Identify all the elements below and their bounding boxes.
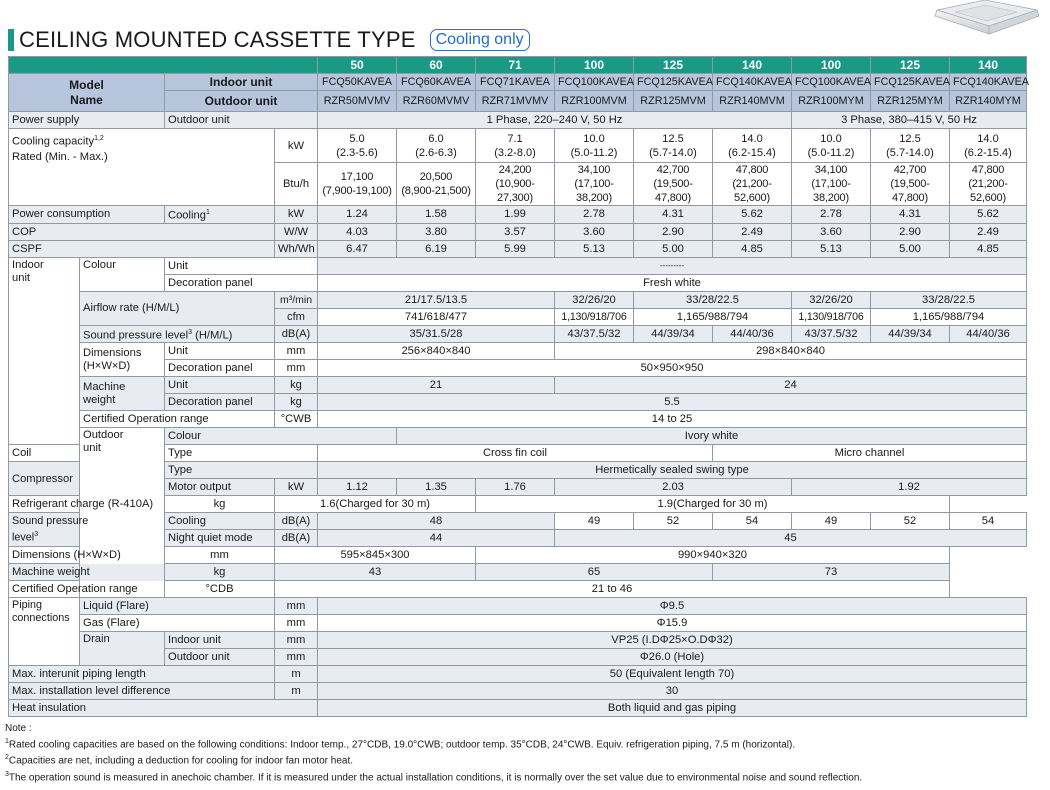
- cell-value: 5.99: [476, 240, 555, 257]
- title-accent-bar: [8, 29, 14, 51]
- unit-label: mm: [275, 598, 318, 615]
- cspf-row: [9, 240, 1027, 257]
- cell-value: 33/28/22.5: [871, 291, 1027, 308]
- notes-heading: Note :: [5, 723, 32, 734]
- dimensions-indoor-unit-row: [9, 343, 1027, 360]
- cell-value: 4.31: [634, 206, 713, 224]
- unit-label: kW: [275, 206, 318, 224]
- cell-value: 1.35: [397, 479, 476, 496]
- outdoor-colour-row: [9, 428, 1027, 445]
- row-label: Heat insulation: [9, 700, 318, 717]
- unit-label: kg: [165, 496, 275, 513]
- unit-label: kW: [275, 479, 318, 496]
- row-label: Certified Operation range: [9, 581, 165, 598]
- cell-value: 2.03: [555, 479, 792, 496]
- cell-value: 44/40/36: [713, 325, 792, 343]
- row-sublabel: Unit: [165, 257, 318, 274]
- outdoor-model: RZR100MVM: [555, 91, 634, 112]
- unit-label: kg: [165, 564, 275, 581]
- cell-value: Micro channel: [713, 445, 1027, 462]
- indoor-model: FCQ140KAVEA: [950, 74, 1027, 91]
- unit-label: kg: [275, 394, 318, 411]
- row-label: Dimensions (H×W×D): [80, 343, 165, 377]
- max-piping-length-row: [9, 666, 1027, 683]
- model-number-row: [9, 57, 1027, 74]
- cell-value: 44/40/36: [950, 325, 1027, 343]
- cell-value: 52: [634, 513, 713, 530]
- row-label: Compressor: [9, 462, 80, 496]
- row-label: Dimensions (H×W×D): [9, 547, 165, 564]
- piping-liquid-row: [9, 598, 1027, 615]
- row-label: Liquid (Flare): [80, 598, 275, 615]
- cell-value: Cross fin coil: [318, 445, 713, 462]
- cell-value: 1,165/988/794: [634, 308, 792, 325]
- cell-value: 3.57: [476, 223, 555, 240]
- footnote-3: $^3$The operation sound is measured in anechoic chamber. If it is measured under the actual installation conditions, it is normally over the set value due to environmental noise and sound reflection.: [5, 770, 863, 783]
- cell-value: 4.31: [871, 206, 950, 224]
- cell-value: 1.6(Charged for 30 m): [275, 496, 476, 513]
- model-number: 125: [871, 57, 950, 74]
- row-label: CSPF: [9, 240, 275, 257]
- cell-value: 5.00: [871, 240, 950, 257]
- outdoor-unit-group-label: Outdoor unit: [80, 428, 165, 598]
- cell-value: 1.92: [792, 479, 1027, 496]
- outdoor-model: RZR125MVM: [634, 91, 713, 112]
- cell-value: 12.5 (5.7-14.0): [871, 129, 950, 163]
- unit-label: mm: [275, 360, 318, 377]
- row-sublabel: Indoor unit: [165, 632, 275, 649]
- cell-value: 48: [318, 513, 555, 530]
- cell-value: 2.78: [792, 206, 871, 224]
- footnote-2: $^2$Capacities are net, including a deduction for cooling for indoor fan motor heat.: [5, 754, 354, 767]
- cell-value: 12.5 (5.7-14.0): [634, 129, 713, 163]
- row-sublabel: Unit: [165, 377, 275, 394]
- unit-label: mm: [275, 649, 318, 666]
- row-sublabel: Type: [165, 445, 318, 462]
- power-supply-row: [9, 112, 1027, 129]
- cell-value: 10.0 (5.0-11.2): [792, 129, 871, 163]
- cell-value: 14.0 (6.2-15.4): [950, 129, 1027, 163]
- row-label: Max. installation level difference: [9, 683, 275, 700]
- cell-value: Both liquid and gas piping: [318, 700, 1027, 717]
- row-label: Refrigerant charge (R-410A): [9, 496, 165, 513]
- cell-value: 2.49: [950, 223, 1027, 240]
- dimensions-outdoor-row: [9, 547, 1027, 564]
- row-label: Coil: [9, 445, 80, 462]
- outdoor-model: RZR60MVMV: [397, 91, 476, 112]
- sound-pressure-indoor-row: [9, 325, 1027, 343]
- power-consumption-row: [9, 206, 1027, 224]
- row-sublabel: Decoration panel: [165, 274, 318, 291]
- model-number: 50: [318, 57, 397, 74]
- cell-value: 35/31.5/28: [318, 325, 555, 343]
- model-number: 100: [792, 57, 871, 74]
- row-label: COP: [9, 223, 275, 240]
- row-label: Machine weight: [80, 377, 165, 411]
- indoor-model: FCQ60KAVEA: [397, 74, 476, 91]
- cell-value: 45: [555, 530, 1027, 547]
- max-level-difference-row: [9, 683, 1027, 700]
- row-sublabel: Decoration panel: [165, 360, 275, 377]
- indoor-model: FCQ140KAVEA: [713, 74, 792, 91]
- outdoor-model: RZR71MVMV: [476, 91, 555, 112]
- unit-label: m³/min: [275, 291, 318, 308]
- unit-label: m: [275, 683, 318, 700]
- row-label: Power supply: [9, 112, 165, 129]
- heat-insulation-row: [9, 700, 1027, 717]
- cell-value: 5.62: [713, 206, 792, 224]
- cell-value: 5.00: [634, 240, 713, 257]
- cell-value: 30: [318, 683, 1027, 700]
- cell-value: 14.0 (6.2-15.4): [713, 129, 792, 163]
- outdoor-model: RZR140MYM: [950, 91, 1027, 112]
- cell-value: Fresh white: [318, 274, 1027, 291]
- spec-table: [8, 56, 1030, 717]
- cell-value: 54: [950, 513, 1027, 530]
- cell-value: 34,100 (17,100-38,200): [555, 163, 634, 206]
- page-header: [8, 26, 530, 54]
- cell-value: 1.58: [397, 206, 476, 224]
- piping-gas-row: [9, 615, 1027, 632]
- indoor-unit-label: Indoor unit: [165, 74, 318, 91]
- cell-value: 4.85: [713, 240, 792, 257]
- cell-value: 3 Phase, 380–415 V, 50 Hz: [792, 112, 1027, 129]
- cell-value: 50×950×950: [318, 360, 1027, 377]
- cell-value: 6.0 (2.6-6.3): [397, 129, 476, 163]
- cell-value: 5.0 (2.3-5.6): [318, 129, 397, 163]
- cell-value: 21: [318, 377, 555, 394]
- cell-value: 1,130/918/706: [555, 308, 634, 325]
- cell-value: 17,100 (7,900-19,100): [318, 163, 397, 206]
- indoor-model: FCQ100KAVEA: [555, 74, 634, 91]
- weight-outdoor-row: [9, 564, 1027, 581]
- row-label: Max. interunit piping length: [9, 666, 275, 683]
- outdoor-model: RZR100MYM: [792, 91, 871, 112]
- row-sublabel: Type: [165, 462, 318, 479]
- cell-value: 32/26/20: [555, 291, 634, 308]
- cell-value: 44/39/34: [634, 325, 713, 343]
- row-sublabel: Night quiet mode: [165, 530, 275, 547]
- row-sublabel: Unit: [165, 343, 275, 360]
- cell-value: 5.13: [555, 240, 634, 257]
- cop-row: [9, 223, 1027, 240]
- drain-indoor-row: [9, 632, 1027, 649]
- cell-value: 49: [555, 513, 634, 530]
- cell-value: 24: [555, 377, 1027, 394]
- cell-value: 2.49: [713, 223, 792, 240]
- cell-value: 595×845×300: [275, 547, 476, 564]
- model-number: 125: [634, 57, 713, 74]
- cell-value: 6.47: [318, 240, 397, 257]
- cell-value: Φ26.0 (Hole): [318, 649, 1027, 666]
- cell-value: 54: [713, 513, 792, 530]
- cell-value: 49: [792, 513, 871, 530]
- model-number: 71: [476, 57, 555, 74]
- indoor-model: FCQ125KAVEA: [634, 74, 713, 91]
- cell-value: Φ15.9: [318, 615, 1027, 632]
- indoor-model: FCQ50KAVEA: [318, 74, 397, 91]
- cell-value: 5.62: [950, 206, 1027, 224]
- unit-label: dB(A): [275, 530, 318, 547]
- cell-value: 47,800 (21,200-52,600): [950, 163, 1027, 206]
- model-name-label: Model Name: [9, 74, 165, 112]
- row-label: Power consumption: [9, 206, 165, 224]
- cell-value: 21/17.5/13.5: [318, 291, 555, 308]
- unit-label: m: [275, 666, 318, 683]
- cell-value: ---------: [318, 257, 1027, 274]
- cell-value: 43/37.5/32: [555, 325, 634, 343]
- cooling-capacity-label: Cooling capacity$^{1,2}$ Rated (Min. - Max.): [9, 129, 275, 206]
- model-number: 60: [397, 57, 476, 74]
- cell-value: VP25 (I.DΦ25×O.DΦ32): [318, 632, 1027, 649]
- unit-label: mm: [165, 547, 275, 564]
- cell-value: 1.99: [476, 206, 555, 224]
- cell-value: 21 to 46: [275, 581, 950, 598]
- cell-value: 14 to 25: [318, 411, 1027, 428]
- indoor-model: FCQ100KAVEA: [792, 74, 871, 91]
- unit-label: W/W: [275, 223, 318, 240]
- unit-label: °CDB: [165, 581, 275, 598]
- cell-value: 1.9(Charged for 30 m): [476, 496, 950, 513]
- cell-value: 44: [318, 530, 555, 547]
- unit-label: dB(A): [275, 325, 318, 343]
- unit-label: mm: [275, 343, 318, 360]
- cell-value: 4.85: [950, 240, 1027, 257]
- cell-value: 256×840×840: [318, 343, 555, 360]
- cell-value: 298×840×840: [555, 343, 1027, 360]
- cell-value: Ivory white: [397, 428, 1027, 445]
- unit-label: °CWB: [275, 411, 318, 428]
- cell-value: 1.76: [476, 479, 555, 496]
- cell-value: 2.78: [555, 206, 634, 224]
- cell-value: 42,700 (19,500-47,800): [871, 163, 950, 206]
- row-sublabel: Outdoor unit: [165, 649, 275, 666]
- cell-value: 5.5: [318, 394, 1027, 411]
- outdoor-unit-label: Outdoor unit: [165, 91, 318, 112]
- cell-value: 1 Phase, 220–240 V, 50 Hz: [318, 112, 792, 129]
- indoor-unit-group-label: Indoor unit: [9, 257, 80, 445]
- cell-value: 1.12: [318, 479, 397, 496]
- cell-value: 2.90: [634, 223, 713, 240]
- cell-value: 33/28/22.5: [634, 291, 792, 308]
- cell-value: 1.24: [318, 206, 397, 224]
- cell-value: 43/37.5/32: [792, 325, 871, 343]
- cassette-unit-icon: [925, 0, 1045, 42]
- cell-value: 7.1 (3.2-8.0): [476, 129, 555, 163]
- cell-value: 2.90: [871, 223, 950, 240]
- row-label: Colour: [165, 428, 397, 445]
- cell-value: 44/39/34: [871, 325, 950, 343]
- row-sublabel: Decoration panel: [165, 394, 275, 411]
- operation-range-outdoor-row: [9, 581, 1027, 598]
- unit-label: mm: [275, 632, 318, 649]
- cell-value: 47,800 (21,200-52,600): [713, 163, 792, 206]
- row-label: Machine weight: [9, 564, 165, 581]
- page-title: CEILING MOUNTED CASSETTE TYPE: [19, 27, 416, 52]
- refrigerant-charge-row: [9, 496, 1027, 513]
- row-label: Certified Operation range: [80, 411, 275, 428]
- unit-label: cfm: [275, 308, 318, 325]
- cell-value: Φ9.5: [318, 598, 1027, 615]
- cell-value: 34,100 (17,100-38,200): [792, 163, 871, 206]
- unit-label: mm: [275, 615, 318, 632]
- unit-label: kg: [275, 377, 318, 394]
- cell-value: 4.03: [318, 223, 397, 240]
- cell-value: 3.60: [555, 223, 634, 240]
- row-label: Sound pressure level$^3$ (H/M/L): [80, 325, 275, 343]
- model-number: 140: [713, 57, 792, 74]
- cell-value: Hermetically sealed swing type: [318, 462, 1027, 479]
- cell-value: 24,200 (10,900-27,300): [476, 163, 555, 206]
- footnotes: [5, 722, 862, 784]
- cell-value: 3.60: [792, 223, 871, 240]
- row-label: Colour: [80, 257, 165, 291]
- cell-value: 50 (Equivalent length 70): [318, 666, 1027, 683]
- model-number: 100: [555, 57, 634, 74]
- row-label: Drain: [80, 632, 165, 666]
- unit-label: dB(A): [275, 513, 318, 530]
- piping-group-label: Piping connections: [9, 598, 80, 666]
- unit-label: Wh/Wh: [275, 240, 318, 257]
- cell-value: 65: [476, 564, 713, 581]
- row-sublabel: Cooling$^1$: [165, 206, 275, 224]
- cell-value: 990×940×320: [476, 547, 950, 564]
- cell-value: 5.13: [792, 240, 871, 257]
- cell-value: 52: [871, 513, 950, 530]
- cell-value: 6.19: [397, 240, 476, 257]
- indoor-model-row: [9, 74, 1027, 91]
- cell-value: 32/26/20: [792, 291, 871, 308]
- indoor-model: FCQ71KAVEA: [476, 74, 555, 91]
- cell-value: 42,700 (19,500-47,800): [634, 163, 713, 206]
- unit-label: Btu/h: [275, 163, 318, 206]
- footnote-1: $^1$Rated cooling capacities are based on the following conditions: Indoor temp., 27°CDB, 19.0°CWB; outdoor temp. 35°CDB, 24°CWB. Equiv. refrigeration piping, 7.5 m (horizontal).: [5, 738, 796, 751]
- row-sublabel: Motor output: [165, 479, 275, 496]
- operation-range-indoor-row: [9, 411, 1027, 428]
- cell-value: 741/618/477: [318, 308, 555, 325]
- indoor-model: FCQ125KAVEA: [871, 74, 950, 91]
- weight-indoor-unit-row: [9, 377, 1027, 394]
- indoor-colour-unit-row: [9, 257, 1027, 274]
- row-sublabel: Outdoor unit: [165, 112, 318, 129]
- cell-value: 1,165/988/794: [871, 308, 1027, 325]
- outdoor-model: RZR140MVM: [713, 91, 792, 112]
- model-number: 140: [950, 57, 1027, 74]
- cell-value: 73: [713, 564, 950, 581]
- cell-value: 20,500 (8,900-21,500): [397, 163, 476, 206]
- cell-value: 3.80: [397, 223, 476, 240]
- row-label: Airflow rate (H/M/L): [80, 291, 275, 325]
- cell-value: 1,130/918/706: [792, 308, 871, 325]
- airflow-m3-row: [9, 291, 1027, 308]
- cell-value: 10.0 (5.0-11.2): [555, 129, 634, 163]
- row-label: Sound pressure level$^3$: [9, 513, 80, 547]
- row-label: Gas (Flare): [80, 615, 275, 632]
- cell-value: 43: [275, 564, 476, 581]
- unit-label: kW: [275, 129, 318, 163]
- cooling-only-badge: Cooling only: [430, 29, 530, 51]
- cooling-capacity-kw-row: [9, 129, 1027, 163]
- outdoor-model: RZR125MYM: [871, 91, 950, 112]
- row-sublabel: Cooling: [165, 513, 275, 530]
- outdoor-model: RZR50MVMV: [318, 91, 397, 112]
